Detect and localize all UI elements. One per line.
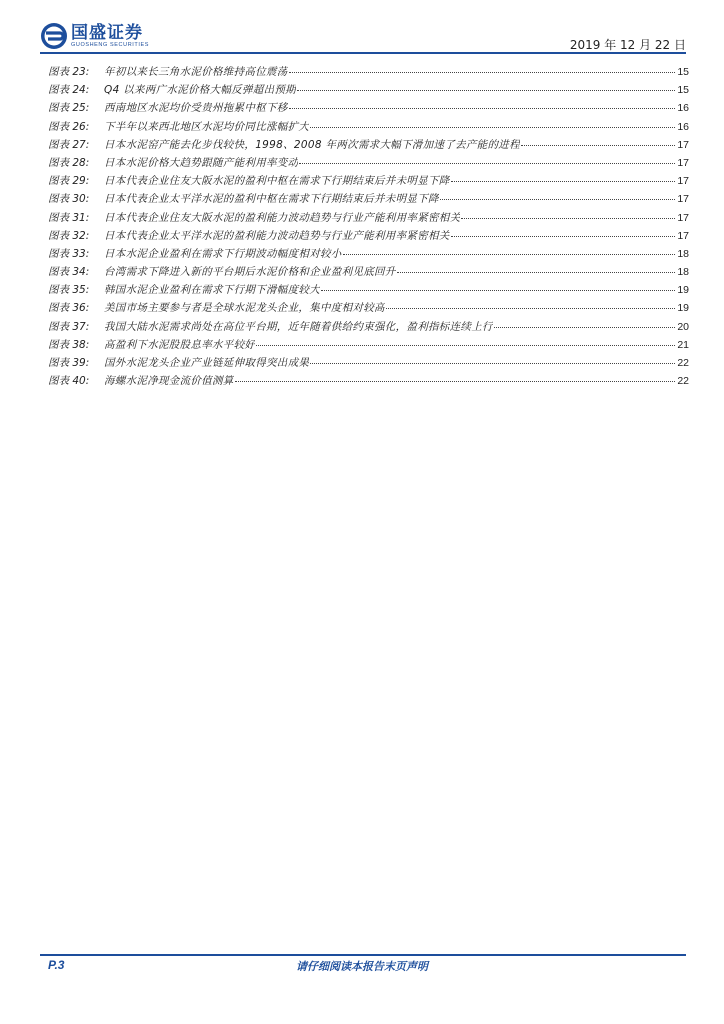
toc-dot-leader — [451, 236, 675, 237]
toc-entry[interactable] — [48, 190, 689, 208]
logo-chinese-name: 国盛证券 — [71, 22, 143, 43]
toc-dot-leader — [521, 145, 675, 146]
report-date: 2019 年 12 月 22 日 — [569, 38, 686, 52]
toc-entry[interactable] — [48, 245, 689, 263]
toc-entry-label: 图表 36: — [48, 302, 90, 315]
toc-entry-title: 我国大陆水泥需求尚处在高位平台期，近年随着供给约束强化，盈利指标连续上行 — [104, 320, 493, 333]
footer-divider — [40, 954, 686, 956]
toc-entry[interactable] — [48, 281, 689, 299]
header-divider — [40, 52, 686, 54]
toc-dot-leader — [343, 254, 675, 255]
toc-entry-label: 图表 38: — [48, 338, 90, 351]
page-header — [40, 20, 686, 52]
toc-dot-leader — [235, 381, 675, 382]
toc-entry[interactable] — [48, 263, 689, 281]
toc-entry-page: 22 — [677, 375, 689, 388]
toc-entry-title: 下半年以来西北地区水泥均价同比涨幅扩大 — [104, 120, 310, 133]
toc-entry-title: 日本水泥价格大趋势跟随产能利用率变动 — [104, 156, 299, 169]
toc-dot-leader — [494, 327, 675, 328]
toc-entry-title: 西南地区水泥均价受贵州拖累中枢下移 — [104, 102, 288, 115]
toc-entry[interactable] — [48, 172, 689, 190]
toc-entry-label: 图表 33: — [48, 247, 90, 260]
toc-entry-page: 20 — [677, 320, 689, 333]
toc-entry-page: 15 — [677, 84, 689, 97]
toc-entry-page: 19 — [677, 302, 689, 315]
toc-entry-title: 年初以来长三角水泥价格维持高位震荡 — [104, 66, 288, 78]
toc-dot-leader — [386, 308, 675, 309]
toc-entry-page: 17 — [677, 138, 689, 151]
toc-entry-title: 日本水泥企业盈利在需求下行期波动幅度相对较小 — [104, 247, 342, 260]
toc-entry[interactable] — [48, 63, 689, 81]
toc-entry-title: 日本水泥窑产能去化步伐较快，1998、2008 年两次需求大幅下滑加速了去产能的进程 — [104, 138, 520, 151]
toc-entry-title: 台湾需求下降进入新的平台期后水泥价格和企业盈利见底回升 — [104, 266, 396, 279]
toc-entry-label: 图表 35: — [48, 284, 90, 297]
toc-entry-title: 海螺水泥净现金流价值测算 — [104, 375, 234, 388]
toc-entry-page: 17 — [677, 156, 689, 169]
toc-entry-page: 17 — [677, 175, 689, 188]
toc-entry-title: 日本代表企业太平洋水泥的盈利能力波动趋势与行业产能利用率紧密相关 — [104, 229, 450, 242]
company-logo — [40, 20, 149, 52]
toc-entry-label: 图表 30: — [48, 193, 90, 206]
toc-entry-title: 国外水泥龙头企业产业链延伸取得突出成果 — [104, 357, 310, 369]
toc-dot-leader — [461, 218, 675, 219]
toc-entry-page: 22 — [677, 357, 689, 369]
toc-entry-label: 图表 27: — [48, 138, 90, 151]
toc-entry-page: 16 — [677, 120, 689, 133]
toc-entry[interactable] — [48, 299, 689, 317]
toc-dot-leader — [297, 90, 675, 91]
toc-dot-leader — [310, 363, 675, 364]
toc-entry[interactable] — [48, 354, 689, 372]
toc-entry-label: 图表 31: — [48, 211, 90, 224]
toc-entry-title: 高盈利下水泥股股息率水平较好 — [104, 338, 256, 351]
toc-entry[interactable] — [48, 227, 689, 245]
toc-entry-label: 图表 37: — [48, 320, 90, 333]
toc-entry-label: 图表 25: — [48, 102, 90, 115]
toc-entry-page: 17 — [677, 193, 689, 206]
toc-entry-label: 图表 39: — [48, 357, 90, 369]
toc-entry[interactable] — [48, 372, 689, 390]
toc-entry-page: 16 — [677, 102, 689, 115]
toc-entry[interactable] — [48, 118, 689, 136]
logo-english-name: GUOSHENG SECURITIES — [71, 41, 150, 48]
toc-entry-label: 图表 26: — [48, 120, 90, 133]
toc-entry-label: 图表 32: — [48, 229, 90, 242]
toc-dot-leader — [310, 127, 675, 128]
toc-dot-leader — [321, 290, 675, 291]
toc-entry-page: 15 — [677, 66, 689, 78]
toc-entry-title: 韩国水泥企业盈利在需求下行期下滑幅度较大 — [104, 284, 320, 297]
toc-dot-leader — [289, 108, 675, 109]
toc-entry-label: 图表 34: — [48, 266, 90, 279]
disclaimer-note: 请仔细阅读本报告末页声明 — [296, 960, 428, 973]
toc-entry[interactable] — [48, 136, 689, 154]
toc-entry[interactable] — [48, 81, 689, 99]
toc-entry[interactable] — [48, 318, 689, 336]
toc-dot-leader — [299, 163, 675, 164]
toc-entry[interactable] — [48, 99, 689, 117]
toc-dot-leader — [256, 345, 675, 346]
toc-dot-leader — [451, 181, 675, 182]
page-number: P.3 — [48, 958, 65, 972]
toc-entry-title: 美国市场主要参与者是全球水泥龙头企业，集中度相对较高 — [104, 302, 385, 315]
toc-entry-label: 图表 23: — [48, 66, 90, 78]
toc-entry-title: Q4 以来两广水泥价格大幅反弹超出预期 — [104, 84, 296, 97]
toc-entry-label: 图表 24: — [48, 84, 90, 97]
toc-entry-label: 图表 29: — [48, 175, 90, 188]
toc-entry-page: 21 — [677, 338, 689, 351]
toc-entry-page: 17 — [677, 229, 689, 242]
figure-index-list — [48, 63, 689, 390]
toc-dot-leader — [289, 72, 675, 73]
toc-entry-title: 日本代表企业住友大阪水泥的盈利中枢在需求下行期结束后并未明显下降 — [104, 175, 450, 188]
toc-entry[interactable] — [48, 154, 689, 172]
guosheng-logo-icon — [40, 22, 68, 50]
toc-entry-page: 18 — [677, 266, 689, 279]
toc-entry-label: 图表 28: — [48, 156, 90, 169]
toc-entry-title: 日本代表企业住友大阪水泥的盈利能力波动趋势与行业产能利用率紧密相关 — [104, 211, 461, 224]
toc-entry[interactable] — [48, 336, 689, 354]
toc-entry-label: 图表 40: — [48, 375, 90, 388]
toc-entry-page: 17 — [677, 211, 689, 224]
toc-entry-title: 日本代表企业太平洋水泥的盈利中枢在需求下行期结束后并未明显下降 — [104, 193, 439, 206]
toc-dot-leader — [397, 272, 675, 273]
toc-dot-leader — [440, 199, 675, 200]
toc-entry[interactable] — [48, 209, 689, 227]
toc-entry-page: 19 — [677, 284, 689, 297]
toc-entry-page: 18 — [677, 247, 689, 260]
